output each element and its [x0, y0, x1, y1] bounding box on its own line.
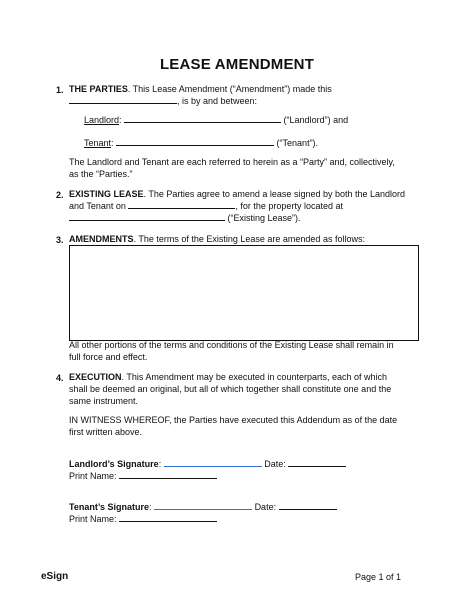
- witness-line-1: IN WITNESS WHEREOF, the Parties have executed this Addendum as of the date: [69, 415, 398, 425]
- section-number-parties: 1.: [56, 85, 64, 95]
- existing-lease-heading: EXISTING LEASE: [69, 189, 144, 199]
- landlord-signature-colon: :: [158, 459, 162, 469]
- tenant-line: Tenant: (“Tenant”).: [84, 138, 319, 148]
- lease-signed-date-field[interactable]: [128, 200, 235, 209]
- execution-heading: EXECUTION: [69, 372, 122, 382]
- parties-note-line-2: as the “Parties.”: [69, 169, 133, 179]
- landlord-print-name-row: [69, 470, 217, 482]
- amendments-after-line-1: All other portions of the terms and conditions of the Existing Lease shall remain in: [69, 340, 394, 350]
- tenant-signature-colon: :: [149, 502, 152, 512]
- esign-logo: eSign: [41, 571, 69, 582]
- landlord-print-name-field[interactable]: [119, 470, 217, 479]
- existing-intro-text: . The Parties agree to amend a lease signed by both the Landlord: [143, 189, 406, 199]
- landlord-signature-label: Landlord’s Signature: [69, 459, 159, 469]
- tenant-signature-field[interactable]: [154, 501, 252, 510]
- section-number-amendments: 3.: [56, 235, 64, 245]
- existing-property-text: , for the property located at: [235, 201, 343, 211]
- parties-line-1: [69, 83, 332, 95]
- landlord-suffix: (“Landlord”) and: [281, 115, 349, 125]
- tenant-print-name-row: [69, 513, 217, 525]
- amendments-text-box[interactable]: [69, 245, 419, 341]
- existing-lease-suffix: (“Existing Lease”).: [225, 213, 301, 223]
- landlord-date-field[interactable]: [288, 458, 346, 467]
- landlord-signature-field[interactable]: [164, 458, 262, 467]
- parties-note-line-1: The Landlord and Tenant are each referred to herein as a “Party” and, collectively,: [69, 157, 395, 167]
- execution-line-2: shall be deemed an original, but all of which together shall constitute one and the: [69, 384, 392, 394]
- parties-between-text: , is by and between:: [177, 96, 258, 106]
- page-number: Page 1 of 1: [355, 572, 402, 582]
- tenant-date-label: Date:: [254, 502, 277, 512]
- witness-line-2: first written above.: [69, 427, 143, 437]
- tenant-label: Tenant: [84, 138, 112, 148]
- landlord-name-field[interactable]: [124, 114, 281, 123]
- property-address-field[interactable]: [69, 212, 225, 221]
- amendment-date-field[interactable]: [69, 95, 177, 104]
- parties-intro-text: . This Lease Amendment (“Amendment”) made this: [127, 84, 332, 94]
- landlord-signature-row: [69, 458, 346, 470]
- tenant-signature-row: [69, 501, 337, 513]
- parties-heading: THE PARTIES: [69, 84, 128, 94]
- parties-line-2: [69, 95, 257, 107]
- landlord-print-name-label: Print Name:: [69, 471, 117, 481]
- tenant-print-name-field[interactable]: [119, 513, 217, 522]
- execution-line-1: [69, 371, 387, 383]
- section-number-existing-lease: 2.: [56, 190, 64, 200]
- tenant-print-name-label: Print Name:: [69, 514, 117, 524]
- document-title: LEASE AMENDMENT: [159, 56, 315, 73]
- amendments-intro-text: . The terms of the Existing Lease are amended as follows:: [133, 234, 365, 244]
- amendments-after-line-2: full force and effect.: [69, 352, 148, 362]
- landlord-line: Landlord: (“Landlord”) and: [84, 115, 349, 125]
- landlord-date-label: Date:: [264, 459, 286, 469]
- landlord-label: Landlord: [84, 115, 120, 125]
- existing-line-1: [69, 188, 405, 200]
- execution-line-3: same instrument.: [69, 396, 139, 406]
- execution-intro-text: . This Amendment may be executed in counterparts, each of which: [121, 372, 387, 382]
- section-number-execution: 4.: [56, 373, 64, 383]
- existing-signed-on-text: and Tenant on: [69, 201, 126, 211]
- amendments-line-1: [69, 233, 365, 245]
- existing-line-2: [69, 200, 343, 212]
- tenant-suffix: (“Tenant”).: [274, 138, 319, 148]
- amendments-heading: AMENDMENTS: [69, 234, 134, 244]
- tenant-name-field[interactable]: [116, 137, 274, 146]
- tenant-signature-label: Tenant’s Signature: [69, 502, 150, 512]
- tenant-date-field[interactable]: [279, 501, 337, 510]
- existing-line-3: [69, 212, 301, 224]
